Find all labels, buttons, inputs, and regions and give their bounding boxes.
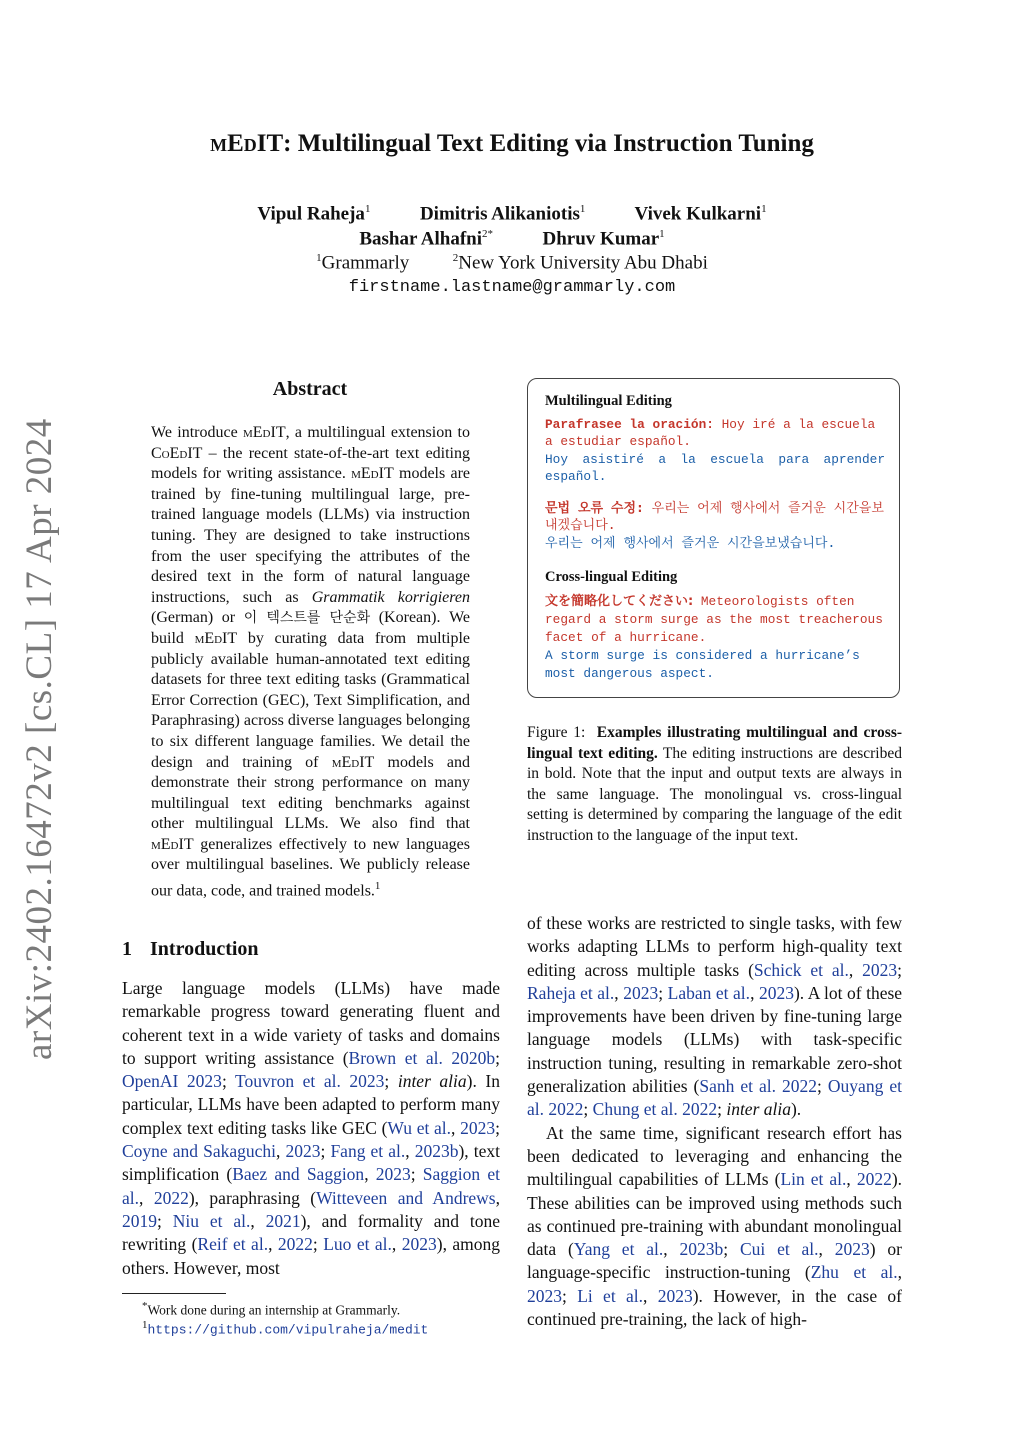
citation-link[interactable]: 2022: [856, 1169, 892, 1190]
edit-instruction: Parafrasee la oración:: [545, 417, 714, 432]
citation-link[interactable]: 2023: [375, 1164, 411, 1185]
citation-link[interactable]: Saggion et al.: [122, 1164, 500, 1208]
citation-link[interactable]: Sanh et al. 2022: [699, 1076, 818, 1097]
citation-link[interactable]: Zhu et al.: [810, 1262, 898, 1283]
footnote-text: Work done during an internship at Grammarly.: [147, 1302, 401, 1318]
author-affiliation-mark: 1: [364, 203, 371, 215]
right-column-text: [527, 912, 902, 1331]
author-name: Dimitris Alikaniotis: [419, 203, 580, 225]
body-text: ). A lot of these improvements have been driven by fine-tuning large language models (LLMs) with task-specific instruction tuning, resulting in remarkable zero-shot generalization abilities (: [527, 982, 903, 1097]
citation-link[interactable]: 2021: [265, 1210, 301, 1231]
body-text: ). These abilities can be improved using methods such as continued pre-training with abundant monolingual data (: [527, 1169, 903, 1260]
author-name: Dhruv Kumar: [542, 228, 660, 250]
body-text: inter alia: [726, 1099, 791, 1120]
abstract-text: We introduce: [151, 424, 243, 441]
author-name: Vipul Raheja: [257, 203, 365, 225]
arxiv-identifier: arXiv:2402.16472v2 [cs.CL] 17 Apr 2024: [19, 418, 60, 1060]
input-text: 우리는 어제 행사에서 즐거운 시간을보내겠습니다.: [545, 501, 884, 534]
section-number: 1: [122, 938, 132, 960]
section-title: Introduction: [150, 938, 259, 960]
citation-link[interactable]: Raheja et al.: [527, 982, 615, 1003]
output-text: Hoy asistiré a la escuela para aprender español.: [545, 451, 885, 484]
author-affiliation-mark: 2*: [482, 228, 493, 240]
citation-link[interactable]: Witteveen and Andrews: [316, 1187, 496, 1208]
affiliation: Grammarly: [321, 252, 410, 274]
edit-instruction: 문법 오류 수정:: [545, 501, 644, 516]
abstract-text: generalizes effectively to new languages over multilingual baselines. We publicly release our data, code, and trained models.: [151, 835, 470, 900]
citation-link[interactable]: Coyne and Sakaguchi: [122, 1141, 277, 1162]
citation-link[interactable]: 2023: [758, 982, 794, 1003]
body-text: At the same time, significant research effort has been dedicated to leveraging and enhancing the multilingual capabilities of LLMs (: [527, 1122, 902, 1190]
abstract-text: models are trained by fine-tuning multilingual large, pre-trained language models (LLMs) via instruction tuning. They are designed to take instructions from the user specifying the attributes of the desired text in the form of natural language instructions, such as: [151, 465, 471, 606]
body-text: ), text simplification (: [122, 1141, 501, 1185]
body-text: ), among others. However, most: [122, 1234, 501, 1278]
citation-link[interactable]: Ouyang et al. 2022: [527, 1076, 902, 1120]
title-text: : Multilingual Text Editing via Instruction Tuning: [283, 130, 814, 157]
github-link[interactable]: https://github.com/vipulraheja/medit: [147, 1322, 429, 1338]
citation-link[interactable]: 2022: [277, 1234, 313, 1255]
citation-link[interactable]: OpenAI 2023: [122, 1071, 222, 1092]
author-line-2: [0, 228, 1024, 250]
citation-link[interactable]: 2023b: [414, 1141, 459, 1162]
footnote-mark: *: [142, 1300, 148, 1312]
example-multilingual-korean: [545, 500, 885, 552]
citation-link[interactable]: Brown et al. 2020b: [348, 1047, 496, 1068]
figure-subheading: Cross-lingual Editing: [545, 569, 678, 585]
citation-link[interactable]: 2023: [834, 1239, 870, 1260]
body-text: ).: [790, 1099, 802, 1120]
body-text: inter alia: [397, 1071, 467, 1092]
figure-subheading: Multilingual Editing: [545, 393, 672, 409]
model-name: mEdIT: [331, 753, 375, 771]
citation-link[interactable]: Fang et al.: [330, 1141, 406, 1162]
citation-link[interactable]: Luo et al.: [323, 1234, 392, 1255]
citation-link[interactable]: Baez and Saggion: [232, 1164, 365, 1185]
example-crosslingual-japanese: [545, 593, 887, 683]
abstract-text: – the recent state-of-the-art text editing models for writing assistance.: [151, 444, 470, 483]
caption-text: The editing instructions are described in bold. Note that the input and output texts are always in the same language. The monolingual vs. cross-lingual setting is determined by comparing the language of the edit instruction to the language of the input text.: [527, 744, 902, 844]
citation-link[interactable]: Schick et al.: [753, 959, 849, 980]
footnote-mark: 1: [142, 1319, 148, 1331]
citation-link[interactable]: 2023: [862, 959, 898, 980]
section-heading: [122, 938, 259, 961]
abstract-text: , a multilingual extension to: [285, 424, 470, 441]
footnote-divider: [122, 1293, 226, 1294]
affiliations: [0, 252, 1024, 274]
citation-link[interactable]: Reif et al.: [197, 1234, 269, 1255]
figure-caption: [527, 723, 902, 847]
citation-link[interactable]: Wu et al.: [387, 1117, 452, 1138]
abstract-heading: Abstract: [272, 378, 348, 400]
abstract-text: models and demonstrate their strong performance on many multilingual text editing benchmarks against other multilingual LLMs. We also find that: [151, 753, 470, 833]
model-name: mEdIT: [351, 465, 394, 483]
citation-link[interactable]: 2023: [401, 1234, 437, 1255]
citation-link[interactable]: Niu et al.: [172, 1210, 251, 1231]
citation-link[interactable]: Lin et al.: [780, 1169, 847, 1190]
citation-link[interactable]: 2023: [527, 1285, 562, 1306]
citation-link[interactable]: 2019: [122, 1210, 157, 1231]
body-text: ) or language-specific instruction-tuning (: [527, 1239, 903, 1283]
abstract-text: by curating data from multiple publicly available human-annotated text editing datasets for three text editing tasks (Grammatical Error Correction (GEC), Text Simplification, and Paraphrasing) across diverse languages belonging to six different language families. We detail the design and training of: [151, 629, 471, 771]
author-name: Bashar Alhafni: [359, 228, 482, 250]
citation-link[interactable]: Laban et al.: [667, 982, 751, 1003]
author-affiliation-mark: 1: [761, 203, 767, 215]
example-multilingual-spanish: [545, 416, 885, 485]
author-line-1: [0, 203, 1024, 225]
citation-link[interactable]: Chung et al. 2022: [592, 1099, 718, 1120]
paragraph: of these works are restricted to single tasks, with few works adapting LLMs to perform high-quality text editing across multiple tasks (Schick et al., 2023; Raheja et al., 2023; Laban et al., 2023). A lot of these improvements have been driven by fine-tuning large language models (LLMs) with task-specific instruction tuning, resulting in remarkable zero-shot generalization abilities (Sanh et al. 2022; Ouyang et al. 2022; Chung et al. 2022; inter alia).: [527, 913, 903, 1120]
paper-title: [0, 130, 1024, 158]
body-text: of these works are restricted to single tasks, with few works adapting LLMs to perform high-quality text editing across multiple tasks (: [527, 913, 902, 980]
abstract-text: (Korean). We build: [151, 609, 471, 647]
footnote-mark: 1: [374, 880, 381, 893]
model-name: CoEdIT: [151, 444, 203, 462]
footnote: [122, 1316, 520, 1340]
input-text: Meteorologists often regard a storm surge as the most treacherous facet of a hurricane.: [545, 594, 883, 645]
citation-link[interactable]: 2023: [623, 982, 659, 1003]
example-instruction: Grammatik korrigieren: [311, 588, 470, 606]
body-text: ), paraphrasing (: [188, 1187, 317, 1208]
body-text: ), and formality and tone rewriting (: [122, 1210, 500, 1255]
body-text: Large language models (LLMs) have made remarkable progress toward generating fluent and coherent text in a wide variety of tasks and domains to support writing assistance (: [122, 978, 500, 1068]
citation-link[interactable]: 2023b: [679, 1239, 724, 1260]
figure-examples-box: [527, 378, 900, 698]
output-text: A storm surge is considered a hurricane’s most dangerous aspect.: [545, 648, 860, 681]
body-text: ). However, in the case of continued pre-training, the lack of high-: [527, 1285, 903, 1330]
author-affiliation-mark: 1: [659, 228, 665, 240]
affiliation-mark: 2: [452, 252, 459, 264]
example-instruction: 이 텍스트를 단순화: [243, 610, 371, 627]
citation-link[interactable]: Li et al.: [577, 1285, 644, 1306]
model-name: mEdIT: [151, 835, 194, 853]
body-text: ). In particular, LLMs have been adapted to perform many complex text editing tasks like GEC (: [122, 1071, 501, 1138]
citation-link[interactable]: 2023: [285, 1141, 321, 1162]
input-text: Hoy iré a la escuela a estudiar español.: [545, 417, 876, 450]
paragraph: At the same time, significant research effort has been dedicated to leveraging and enhancing the multilingual capabilities of LLMs (Lin et al., 2022). These abilities can be improved using methods such as continued pre-training with abundant monolingual data (Yang et al., 2023b; Cui et al., 2023) or language-specific instruction-tuning (Zhu et al., 2023; Li et al., 2023). However, in the case of continued pre-training, the lack of high-: [527, 1122, 903, 1330]
citation-link[interactable]: Cui et al.: [739, 1239, 819, 1260]
author-affiliation-mark: 1: [579, 203, 586, 215]
affiliation: New York University Abu Dhabi: [458, 252, 708, 274]
title-model-name: mEdIT: [210, 130, 284, 157]
caption-bold: Examples illustrating multilingual and cross-lingual text editing.: [527, 724, 903, 762]
citation-link[interactable]: 2022: [153, 1187, 189, 1208]
model-name: mEdIT: [243, 424, 286, 441]
citation-link[interactable]: 2023: [657, 1285, 693, 1306]
output-text: 우리는 어제 행사에서 즐거운 시간을보냈습니다.: [545, 535, 836, 551]
author-email: firstname.lastname@grammarly.com: [348, 278, 676, 297]
citation-link[interactable]: Touvron et al. 2023: [235, 1071, 385, 1092]
affiliation-mark: 1: [316, 252, 322, 264]
intro-paragraph: Large language models (LLMs) have made remarkable progress toward generating fluent and coherent text in a wide variety of tasks and domains to support writing assistance (Brown et al. 2020b; OpenAI 2023; Touvron et al. 2023; inter alia). In particular, LLMs have been adapted to perform many complex text editing tasks like GEC (Wu et al., 2023; Coyne and Sakaguchi, 2023; Fang et al., 2023b), text simplification (Baez and Saggion, 2023; Saggion et al., 2022), paraphrasing (Witteveen and Andrews, 2019; Niu et al., 2021), and formality and tone rewriting (Reif et al., 2022; Luo et al., 2023), among others. However, most: [122, 978, 501, 1278]
model-name: mEdIT: [194, 629, 238, 647]
citation-link[interactable]: Yang et al.: [573, 1239, 664, 1260]
edit-instruction: 文を簡略化してください:: [545, 594, 694, 609]
abstract-body: [151, 423, 470, 902]
caption-label: Figure 1:: [527, 724, 586, 741]
abstract-text: (German) or: [151, 609, 244, 627]
citation-link[interactable]: 2023: [460, 1117, 496, 1138]
author-name: Vivek Kulkarni: [634, 203, 762, 225]
